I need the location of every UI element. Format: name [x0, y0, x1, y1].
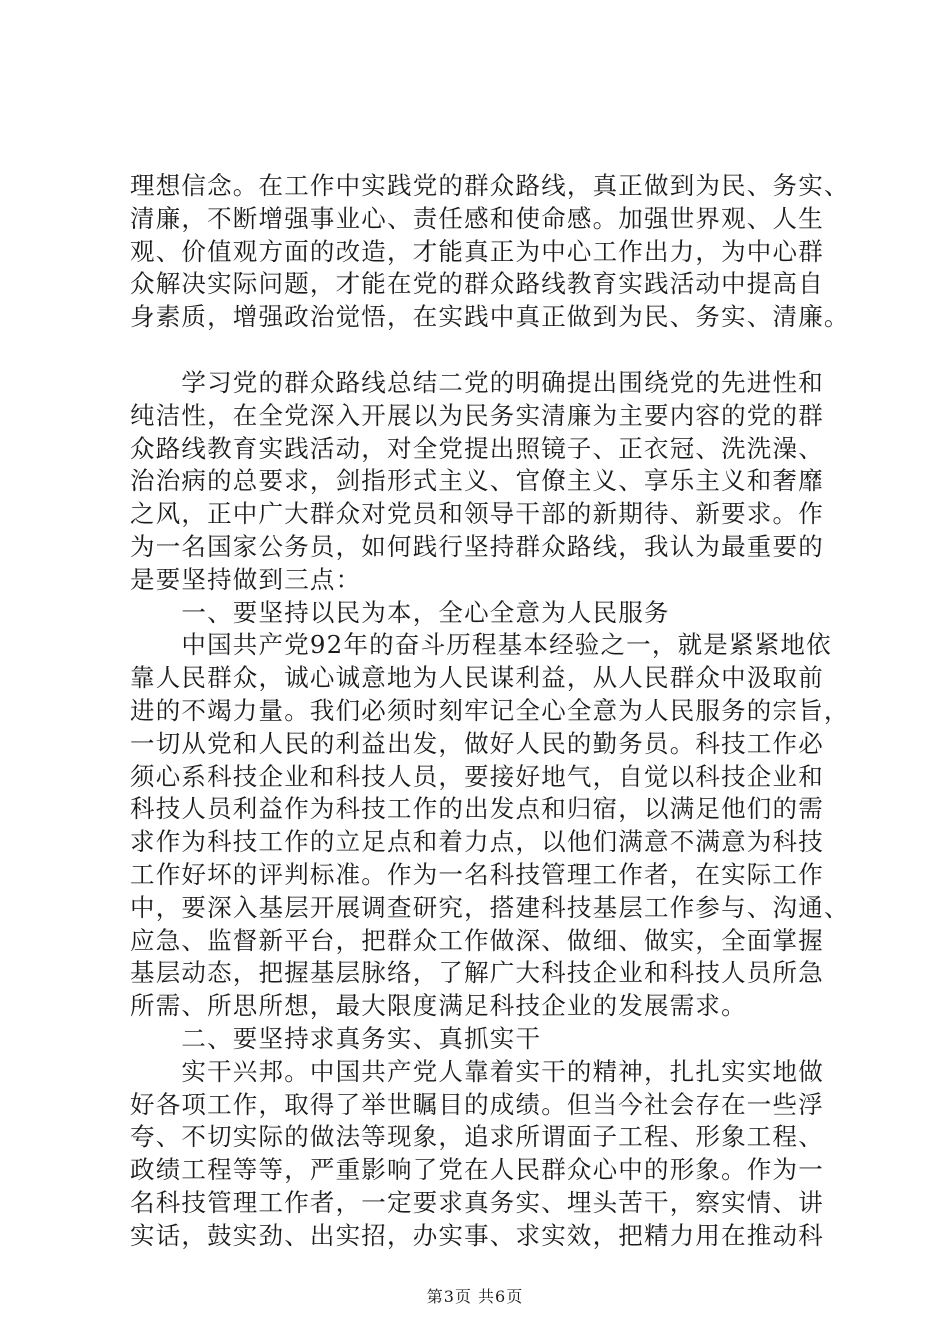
text-line: 工作好坏的评判标准。作为一名科技管理工作者，在实际工作: [130, 859, 824, 889]
text-line: 基层动态，把握基层脉络，了解广大科技企业和科技人员所急: [130, 958, 824, 988]
text-line: 学习党的群众路线总结二党的明确提出围绕党的先进性和: [130, 367, 824, 397]
text-line: 名科技管理工作者，一定要求真务实、埋头苦干，察实情、讲: [130, 1187, 824, 1217]
text-line: 一切从党和人民的利益出发，做好人民的勤务员。科技工作必: [130, 728, 824, 758]
text-line: 之风，正中广大群众对党员和领导干部的新期待、新要求。作: [130, 499, 824, 529]
text-line: 身素质，增强政治觉悟，在实践中真正做到为民、务实、清廉。: [130, 302, 850, 332]
text-line: 众路线教育实践活动，对全党提出照镜子、正衣冠、洗洗澡、: [130, 433, 824, 463]
text-line: 政绩工程等等，严重影响了党在人民群众心中的形象。作为一: [130, 1155, 824, 1185]
text-line: 二、要坚持求真务实、真抓实干: [130, 1023, 542, 1053]
text-line: 纯洁性，在全党深入开展以为民务实清廉为主要内容的党的群: [130, 400, 824, 430]
text-line: 求作为科技工作的立足点和着力点，以他们满意不满意为科技: [130, 827, 824, 857]
text-line: 夸、不切实际的做法等现象，追求所谓面子工程、形象工程、: [130, 1122, 824, 1152]
text-line: 好各项工作，取得了举世瞩目的成绩。但当今社会存在一些浮: [130, 1089, 824, 1119]
text-line: 实话，鼓实劲、出实招，办实事、求实效，把精力用在推动科: [130, 1220, 824, 1250]
text-line: 为一名国家公务员，如何践行坚持群众路线，我认为最重要的: [130, 531, 824, 561]
text-line: 应急、监督新平台，把群众工作做深、做细、做实，全面掌握: [130, 925, 824, 955]
text-line: 实干兴邦。中国共产党人靠着实干的精神，扎扎实实地做: [130, 1056, 824, 1086]
text-line: 清廉，不断增强事业心、责任感和使命感。加强世界观、人生: [130, 203, 824, 233]
text-line: 治治病的总要求，剑指形式主义、官僚主义、享乐主义和奢靡: [130, 466, 824, 496]
text-line: 中，要深入基层开展调查研究，搭建科技基层工作参与、沟通、: [130, 892, 850, 922]
text-line: 须心系科技企业和科技人员，要接好地气，自觉以科技企业和: [130, 761, 824, 791]
text-line: 是要坚持做到三点：: [130, 564, 362, 594]
text-line: 观、价值观方面的改造，才能真正为中心工作出力，为中心群: [130, 236, 824, 266]
text-line: 众解决实际问题，才能在党的群众路线教育实践活动中提高自: [130, 269, 824, 299]
page-footer: 第3页 共6页: [426, 1287, 524, 1306]
text-line: 一、要坚持以民为本，全心全意为人民服务: [130, 597, 670, 627]
text-line: 中国共产党92年的奋斗历程基本经验之一，就是紧紧地依: [130, 630, 832, 660]
text-line: 所需、所思所想，最大限度满足科技企业的发展需求。: [130, 991, 747, 1021]
text-line: 科技人员利益作为科技工作的出发点和归宿，以满足他们的需: [130, 794, 824, 824]
text-line: 靠人民群众，诚心诚意地为人民谋利益，从人民群众中汲取前: [130, 663, 824, 693]
paragraph-gap: [130, 334, 830, 367]
document-body: [130, 170, 850, 1253]
text-line: 进的不竭力量。我们必须时刻牢记全心全意为人民服务的宗旨，: [130, 695, 850, 725]
text-line: 理想信念。在工作中实践党的群众路线，真正做到为民、务实、: [130, 171, 850, 200]
